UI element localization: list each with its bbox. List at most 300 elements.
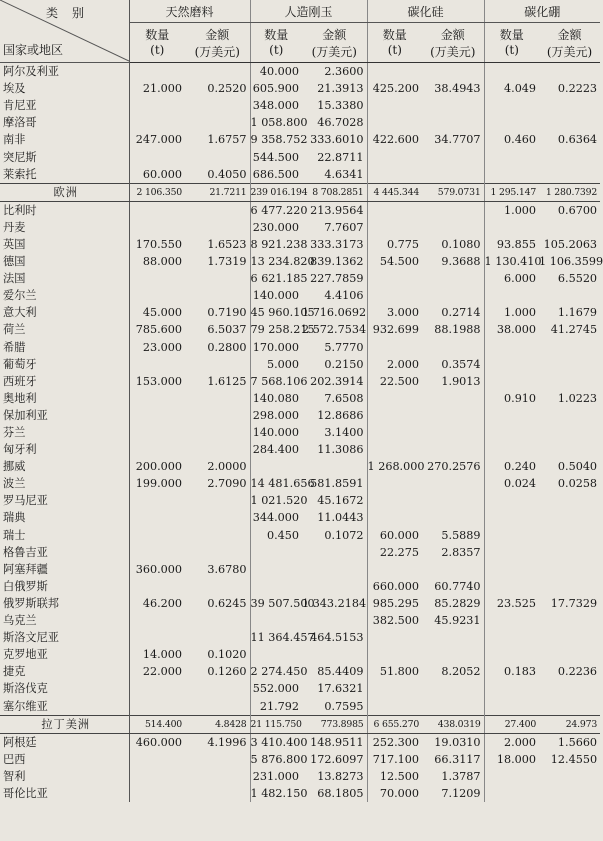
cell-natural-amt bbox=[185, 680, 250, 697]
cell-alumina-amt: 5.7770 bbox=[302, 339, 367, 356]
qty-label: 数量 bbox=[145, 28, 170, 42]
cell-sic-qty: 932.699 bbox=[372, 323, 420, 337]
country-name: 瑞典 bbox=[0, 509, 129, 526]
cell-b4c-qty bbox=[484, 544, 539, 561]
cell-natural-amt: 6.5037 bbox=[185, 321, 250, 338]
cell-natural-amt bbox=[185, 612, 250, 629]
cell-b4c-amt: 6.5520 bbox=[557, 272, 598, 286]
table-row bbox=[0, 680, 600, 697]
table-row bbox=[0, 544, 600, 561]
amt-unit: (万美元) bbox=[185, 43, 250, 63]
cell-sic-qty: 3.000 bbox=[387, 306, 420, 320]
cell-alumina-amt bbox=[302, 612, 367, 629]
table-row bbox=[0, 475, 600, 492]
table-row bbox=[0, 612, 600, 629]
cell-natural-amt bbox=[185, 201, 250, 219]
country-name: 欧洲 bbox=[0, 183, 129, 201]
country-name: 比利时 bbox=[0, 201, 129, 219]
amt-label: 金额 bbox=[422, 23, 484, 44]
cell-alumina-qty: 605.900 bbox=[252, 82, 300, 96]
cell-sic-amt: 579.0731 bbox=[422, 183, 484, 201]
country-name: 智利 bbox=[0, 768, 129, 785]
cell-natural-qty: 88.000 bbox=[142, 255, 182, 269]
country-name: 英国 bbox=[0, 236, 129, 253]
cell-b4c-amt bbox=[539, 527, 600, 544]
country-name: 爱尔兰 bbox=[0, 287, 129, 304]
cell-natural-amt: 1.6125 bbox=[185, 373, 250, 390]
cell-sic-qty bbox=[367, 629, 422, 646]
cell-b4c-qty bbox=[484, 114, 539, 131]
table-row bbox=[0, 373, 600, 390]
cell-sic-qty: 717.100 bbox=[372, 752, 420, 766]
cell-sic-amt bbox=[422, 475, 484, 492]
cell-sic-amt bbox=[422, 166, 484, 184]
table-row bbox=[0, 578, 600, 595]
cell-alumina-amt bbox=[302, 458, 367, 475]
country-name: 莱索托 bbox=[0, 166, 129, 184]
cell-natural-qty bbox=[129, 356, 185, 373]
cell-alumina-amt: 4.6341 bbox=[302, 166, 367, 184]
cell-b4c-qty bbox=[484, 339, 539, 356]
table-row bbox=[0, 492, 600, 509]
cell-sic-qty: 0.775 bbox=[387, 237, 420, 251]
cell-natural-qty bbox=[129, 201, 185, 219]
cell-alumina-amt: 0.1072 bbox=[302, 527, 367, 544]
cell-b4c-qty bbox=[484, 441, 539, 458]
cell-sic-amt: 1.9013 bbox=[422, 373, 484, 390]
cell-natural-qty bbox=[129, 390, 185, 407]
cell-natural-amt bbox=[185, 356, 250, 373]
cell-sic-qty: 2.000 bbox=[387, 357, 420, 371]
cell-natural-amt: 4.8428 bbox=[185, 715, 250, 733]
cell-natural-qty: 514.400 bbox=[129, 715, 185, 733]
cell-natural-qty bbox=[129, 578, 185, 595]
cell-alumina-qty: 79 258.215 bbox=[250, 323, 315, 337]
cell-natural-amt bbox=[185, 751, 250, 768]
table-row bbox=[0, 390, 600, 407]
cell-b4c-amt: 12.4550 bbox=[550, 752, 598, 766]
cell-b4c-amt: 0.6364 bbox=[557, 133, 598, 147]
cell-b4c-amt: 41.2745 bbox=[550, 323, 598, 337]
cell-sic-amt: 66.3117 bbox=[422, 751, 484, 768]
cell-alumina-amt: 4.4106 bbox=[302, 287, 367, 304]
cell-alumina-qty: 231.000 bbox=[252, 769, 300, 783]
cell-sic-qty: 985.295 bbox=[372, 596, 420, 610]
cell-b4c-amt bbox=[539, 114, 600, 131]
cell-natural-qty: 153.000 bbox=[135, 374, 182, 388]
table-row bbox=[0, 424, 600, 441]
cell-b4c-qty bbox=[484, 148, 539, 165]
cell-b4c-qty bbox=[484, 424, 539, 441]
cell-alumina-amt: 22.8711 bbox=[302, 148, 367, 165]
cell-alumina-amt: 11.0443 bbox=[302, 509, 367, 526]
cell-alumina-amt: 13.8273 bbox=[302, 768, 367, 785]
table-row bbox=[0, 441, 600, 458]
cell-b4c-qty bbox=[484, 166, 539, 184]
cell-natural-qty bbox=[129, 768, 185, 785]
country-name: 俄罗斯联邦 bbox=[0, 595, 129, 612]
cell-sic-amt bbox=[422, 441, 484, 458]
cell-alumina-qty: 14 481.656 bbox=[250, 477, 315, 491]
cell-alumina-amt: 3.1400 bbox=[302, 424, 367, 441]
cell-b4c-amt bbox=[539, 785, 600, 802]
cell-alumina-amt: 68.1805 bbox=[302, 785, 367, 802]
cell-b4c-amt bbox=[539, 63, 600, 81]
cell-b4c-qty bbox=[484, 578, 539, 595]
cell-alumina-amt: 773.8985 bbox=[302, 715, 367, 733]
cell-alumina-qty bbox=[250, 612, 302, 629]
table-row bbox=[0, 236, 600, 253]
country-name: 罗马尼亚 bbox=[0, 492, 129, 509]
amt-label: 金额 bbox=[557, 28, 582, 42]
cell-alumina-qty: 8 921.238 bbox=[250, 237, 308, 251]
cell-alumina-qty: 11 364.457 bbox=[250, 631, 315, 645]
group-fused-alumina: 人造刚玉 bbox=[250, 0, 367, 23]
cell-b4c-qty bbox=[484, 697, 539, 715]
cell-alumina-amt: 1 343.2184 bbox=[302, 595, 367, 612]
country-name: 乌克兰 bbox=[0, 612, 129, 629]
cell-b4c-amt bbox=[539, 629, 600, 646]
cell-sic-qty bbox=[367, 201, 422, 219]
cell-b4c-qty bbox=[484, 97, 539, 114]
cell-b4c-amt bbox=[539, 166, 600, 184]
country-name: 埃及 bbox=[0, 80, 129, 97]
cell-alumina-amt: 172.6097 bbox=[302, 751, 367, 768]
cell-natural-amt: 0.1020 bbox=[185, 646, 250, 663]
cell-sic-qty bbox=[367, 287, 422, 304]
cell-sic-amt bbox=[422, 148, 484, 165]
cell-sic-qty bbox=[367, 148, 422, 165]
cell-b4c-amt bbox=[539, 768, 600, 785]
cell-alumina-qty: 7 568.106 bbox=[250, 374, 308, 388]
country-name: 捷克 bbox=[0, 663, 129, 680]
cell-alumina-qty: 1 021.520 bbox=[250, 494, 308, 508]
cell-sic-qty bbox=[367, 492, 422, 509]
country-name: 匈牙利 bbox=[0, 441, 129, 458]
cell-sic-qty bbox=[367, 166, 422, 184]
cell-b4c-amt: 1 106.3599 bbox=[539, 255, 603, 269]
cell-natural-qty: 2 106.350 bbox=[129, 183, 185, 201]
cell-natural-qty bbox=[129, 509, 185, 526]
cell-natural-qty bbox=[129, 612, 185, 629]
cell-sic-amt: 60.7740 bbox=[422, 578, 484, 595]
cell-natural-qty bbox=[129, 270, 185, 287]
qty-unit: (t) bbox=[250, 43, 302, 63]
cell-sic-amt: 8.2052 bbox=[422, 663, 484, 680]
group-natural-abrasives: 天然磨料 bbox=[129, 0, 250, 23]
country-name: 塞尔维亚 bbox=[0, 697, 129, 715]
cell-natural-amt: 1.7319 bbox=[185, 253, 250, 270]
cell-natural-qty: 360.000 bbox=[135, 562, 182, 576]
cell-b4c-qty bbox=[484, 219, 539, 236]
cell-alumina-amt: 0.7595 bbox=[302, 697, 367, 715]
cell-natural-qty bbox=[129, 785, 185, 802]
cell-alumina-qty: 1 058.800 bbox=[250, 116, 308, 130]
cell-natural-qty bbox=[129, 97, 185, 114]
table-row bbox=[0, 733, 600, 751]
table-row bbox=[0, 407, 600, 424]
cell-b4c-amt: 105.2063 bbox=[543, 237, 598, 251]
cell-natural-qty: 247.000 bbox=[135, 133, 182, 147]
cell-sic-amt: 19.0310 bbox=[422, 733, 484, 751]
cell-alumina-qty: 140.000 bbox=[252, 289, 300, 303]
cell-sic-amt bbox=[422, 492, 484, 509]
cell-sic-qty: 12.500 bbox=[379, 769, 420, 783]
cell-alumina-amt: 227.7859 bbox=[302, 270, 367, 287]
region-label: 国家或地区 bbox=[3, 43, 64, 57]
cell-sic-amt bbox=[422, 63, 484, 81]
cell-sic-qty: 252.300 bbox=[372, 735, 420, 749]
cell-b4c-qty: 0.183 bbox=[504, 665, 537, 679]
cell-b4c-qty: 1.000 bbox=[504, 306, 537, 320]
cell-sic-amt: 7.1209 bbox=[422, 785, 484, 802]
table-row bbox=[0, 663, 600, 680]
cell-sic-qty bbox=[367, 97, 422, 114]
cell-alumina-qty: 21.792 bbox=[259, 699, 300, 713]
qty-label: 数量 bbox=[264, 28, 289, 42]
cell-sic-qty: 382.500 bbox=[372, 614, 420, 628]
cell-sic-amt bbox=[422, 287, 484, 304]
cell-sic-qty bbox=[367, 475, 422, 492]
cell-sic-qty: 6 655.270 bbox=[367, 715, 422, 733]
cell-sic-amt bbox=[422, 509, 484, 526]
country-name: 斯洛文尼亚 bbox=[0, 629, 129, 646]
cell-sic-qty: 70.000 bbox=[379, 786, 420, 800]
cell-b4c-amt: 0.2236 bbox=[557, 665, 598, 679]
cell-sic-amt: 2.8357 bbox=[422, 544, 484, 561]
cell-natural-qty: 14.000 bbox=[142, 648, 182, 662]
cell-sic-qty bbox=[367, 646, 422, 663]
cell-b4c-amt: 0.0258 bbox=[557, 477, 598, 491]
cell-alumina-qty: 1 482.150 bbox=[250, 786, 308, 800]
cell-b4c-amt bbox=[539, 680, 600, 697]
cell-natural-amt bbox=[185, 407, 250, 424]
country-name: 德国 bbox=[0, 253, 129, 270]
table-row bbox=[0, 339, 600, 356]
table-row bbox=[0, 287, 600, 304]
cell-natural-qty: 785.600 bbox=[135, 323, 182, 337]
country-name: 巴西 bbox=[0, 751, 129, 768]
country-name: 阿尔及利亚 bbox=[0, 63, 129, 81]
cell-sic-qty bbox=[367, 509, 422, 526]
cell-sic-amt: 5.5889 bbox=[422, 527, 484, 544]
cell-natural-qty bbox=[129, 629, 185, 646]
cell-natural-amt bbox=[185, 424, 250, 441]
cell-b4c-qty bbox=[484, 680, 539, 697]
country-name: 突尼斯 bbox=[0, 148, 129, 165]
cell-natural-qty: 170.550 bbox=[135, 237, 182, 251]
cell-b4c-qty: 1.000 bbox=[504, 203, 537, 217]
cell-sic-amt bbox=[422, 680, 484, 697]
country-name: 奥地利 bbox=[0, 390, 129, 407]
cell-b4c-qty: 1 295.147 bbox=[484, 183, 539, 201]
cell-b4c-amt bbox=[539, 407, 600, 424]
cell-alumina-amt: 2 572.7534 bbox=[302, 321, 367, 338]
cell-sic-qty: 51.800 bbox=[379, 665, 420, 679]
cell-alumina-qty: 2 274.450 bbox=[250, 665, 308, 679]
cell-natural-amt: 21.7211 bbox=[185, 183, 250, 201]
cell-sic-qty: 4 445.344 bbox=[367, 183, 422, 201]
country-name: 芬兰 bbox=[0, 424, 129, 441]
cell-b4c-amt bbox=[539, 97, 600, 114]
cell-sic-amt bbox=[422, 114, 484, 131]
cell-b4c-qty: 38.000 bbox=[496, 323, 537, 337]
cell-b4c-qty bbox=[484, 63, 539, 81]
cell-b4c-amt bbox=[539, 339, 600, 356]
cell-natural-amt: 0.2800 bbox=[185, 339, 250, 356]
cell-b4c-amt: 1.1679 bbox=[557, 306, 598, 320]
table-row bbox=[0, 595, 600, 612]
cell-b4c-amt bbox=[539, 148, 600, 165]
table-row bbox=[0, 97, 600, 114]
cell-alumina-qty: 348.000 bbox=[252, 99, 300, 113]
cell-natural-qty bbox=[129, 751, 185, 768]
cell-alumina-qty: 344.000 bbox=[252, 511, 300, 525]
country-name: 丹麦 bbox=[0, 219, 129, 236]
country-name: 阿根廷 bbox=[0, 733, 129, 751]
cell-alumina-qty: 284.400 bbox=[252, 443, 300, 457]
cell-b4c-amt: 0.2223 bbox=[557, 82, 598, 96]
region-subtotal-row bbox=[0, 715, 600, 733]
cell-natural-amt: 1.6523 bbox=[185, 236, 250, 253]
country-name: 克罗地亚 bbox=[0, 646, 129, 663]
cell-alumina-qty: 140.080 bbox=[252, 391, 300, 405]
cell-sic-qty bbox=[367, 339, 422, 356]
cell-alumina-amt: 17.6321 bbox=[302, 680, 367, 697]
cell-natural-amt: 0.7190 bbox=[185, 304, 250, 321]
cell-sic-amt: 85.2829 bbox=[422, 595, 484, 612]
cell-b4c-qty bbox=[484, 492, 539, 509]
cell-natural-amt bbox=[185, 441, 250, 458]
amt-unit: (万美元) bbox=[539, 43, 600, 63]
cell-natural-qty: 200.000 bbox=[135, 460, 182, 474]
cell-natural-amt bbox=[185, 697, 250, 715]
qty-unit: (t) bbox=[367, 43, 422, 63]
cell-natural-qty bbox=[129, 492, 185, 509]
cell-sic-amt: 88.1988 bbox=[422, 321, 484, 338]
country-name: 南非 bbox=[0, 131, 129, 148]
table-row bbox=[0, 561, 600, 578]
table-row bbox=[0, 321, 600, 338]
table-row bbox=[0, 219, 600, 236]
country-name: 挪威 bbox=[0, 458, 129, 475]
cell-b4c-amt bbox=[539, 492, 600, 509]
cell-alumina-qty bbox=[250, 646, 302, 663]
cell-natural-qty: 46.200 bbox=[142, 596, 182, 610]
cell-sic-qty: 425.200 bbox=[372, 82, 420, 96]
cell-sic-qty bbox=[367, 697, 422, 715]
cell-b4c-qty bbox=[484, 527, 539, 544]
cell-sic-amt: 1.3787 bbox=[422, 768, 484, 785]
cell-sic-amt bbox=[422, 219, 484, 236]
cell-alumina-amt: 45.1672 bbox=[302, 492, 367, 509]
table-body bbox=[0, 63, 603, 803]
cell-natural-amt bbox=[185, 527, 250, 544]
country-name: 阿塞拜疆 bbox=[0, 561, 129, 578]
cell-b4c-amt bbox=[539, 287, 600, 304]
country-name: 法国 bbox=[0, 270, 129, 287]
cell-sic-qty bbox=[367, 424, 422, 441]
table-row bbox=[0, 646, 600, 663]
cell-b4c-amt bbox=[539, 356, 600, 373]
cell-b4c-qty bbox=[484, 768, 539, 785]
cell-b4c-qty bbox=[484, 612, 539, 629]
cell-alumina-amt: 333.6010 bbox=[302, 131, 367, 148]
cell-sic-amt bbox=[422, 561, 484, 578]
cell-b4c-qty: 2.000 bbox=[504, 735, 537, 749]
cell-natural-amt bbox=[185, 97, 250, 114]
cell-b4c-qty bbox=[484, 373, 539, 390]
cell-sic-amt: 9.3688 bbox=[422, 253, 484, 270]
cell-b4c-amt: 0.6700 bbox=[557, 203, 598, 217]
cell-alumina-amt: 213.9564 bbox=[302, 201, 367, 219]
cell-alumina-qty: 21 115.750 bbox=[250, 715, 302, 733]
table-row bbox=[0, 458, 600, 475]
country-name: 肯尼亚 bbox=[0, 97, 129, 114]
cell-alumina-qty: 5.000 bbox=[266, 357, 300, 371]
cell-alumina-amt: 1 716.0692 bbox=[302, 304, 367, 321]
cell-b4c-qty: 0.910 bbox=[504, 391, 537, 405]
cell-alumina-qty bbox=[250, 561, 302, 578]
cell-b4c-amt: 0.5040 bbox=[557, 460, 598, 474]
cell-alumina-qty: 552.000 bbox=[252, 682, 300, 696]
cell-alumina-amt: 8 708.2851 bbox=[302, 183, 367, 201]
cell-natural-amt: 3.6780 bbox=[185, 561, 250, 578]
cell-b4c-qty bbox=[484, 646, 539, 663]
cell-sic-qty: 660.000 bbox=[372, 579, 420, 593]
cell-alumina-qty: 239 016.194 bbox=[250, 183, 302, 201]
amt-unit: (万美元) bbox=[422, 43, 484, 63]
table-row bbox=[0, 629, 600, 646]
cell-b4c-qty bbox=[484, 356, 539, 373]
category-label: 类别 bbox=[46, 6, 99, 20]
cell-alumina-amt: 21.3913 bbox=[302, 80, 367, 97]
cell-natural-qty bbox=[129, 544, 185, 561]
cell-alumina-amt: 0.2150 bbox=[302, 356, 367, 373]
cell-alumina-qty: 544.500 bbox=[252, 150, 300, 164]
cell-sic-amt bbox=[422, 697, 484, 715]
cell-natural-amt: 2.0000 bbox=[185, 458, 250, 475]
cell-alumina-qty bbox=[250, 458, 302, 475]
cell-sic-amt bbox=[422, 424, 484, 441]
cell-b4c-qty: 4.049 bbox=[504, 82, 537, 96]
cell-b4c-amt bbox=[539, 424, 600, 441]
cell-alumina-amt: 333.3173 bbox=[302, 236, 367, 253]
cell-sic-qty bbox=[367, 270, 422, 287]
table-row bbox=[0, 80, 600, 97]
cell-alumina-amt: 12.8686 bbox=[302, 407, 367, 424]
cell-alumina-qty: 6 621.185 bbox=[250, 272, 308, 286]
cell-b4c-amt: 24.973 bbox=[539, 715, 600, 733]
group-silicon-carbide: 碳化硅 bbox=[367, 0, 484, 23]
cell-natural-amt bbox=[185, 287, 250, 304]
cell-alumina-qty: 5 876.800 bbox=[250, 752, 308, 766]
table-row bbox=[0, 527, 600, 544]
cell-natural-qty bbox=[129, 697, 185, 715]
cell-sic-qty: 422.600 bbox=[372, 133, 420, 147]
cell-alumina-amt: 2.3600 bbox=[302, 63, 367, 81]
cell-b4c-qty: 23.525 bbox=[496, 596, 537, 610]
qty-unit: (t) bbox=[484, 43, 539, 63]
cell-b4c-amt bbox=[539, 441, 600, 458]
cell-sic-amt: 38.4943 bbox=[422, 80, 484, 97]
cell-alumina-amt: 581.8591 bbox=[302, 475, 367, 492]
cell-natural-qty bbox=[129, 114, 185, 131]
cell-sic-amt: 270.2576 bbox=[422, 458, 484, 475]
group-boron-carbide: 碳化硼 bbox=[484, 0, 600, 23]
cell-b4c-qty bbox=[484, 287, 539, 304]
qty-unit: (t) bbox=[129, 43, 185, 63]
